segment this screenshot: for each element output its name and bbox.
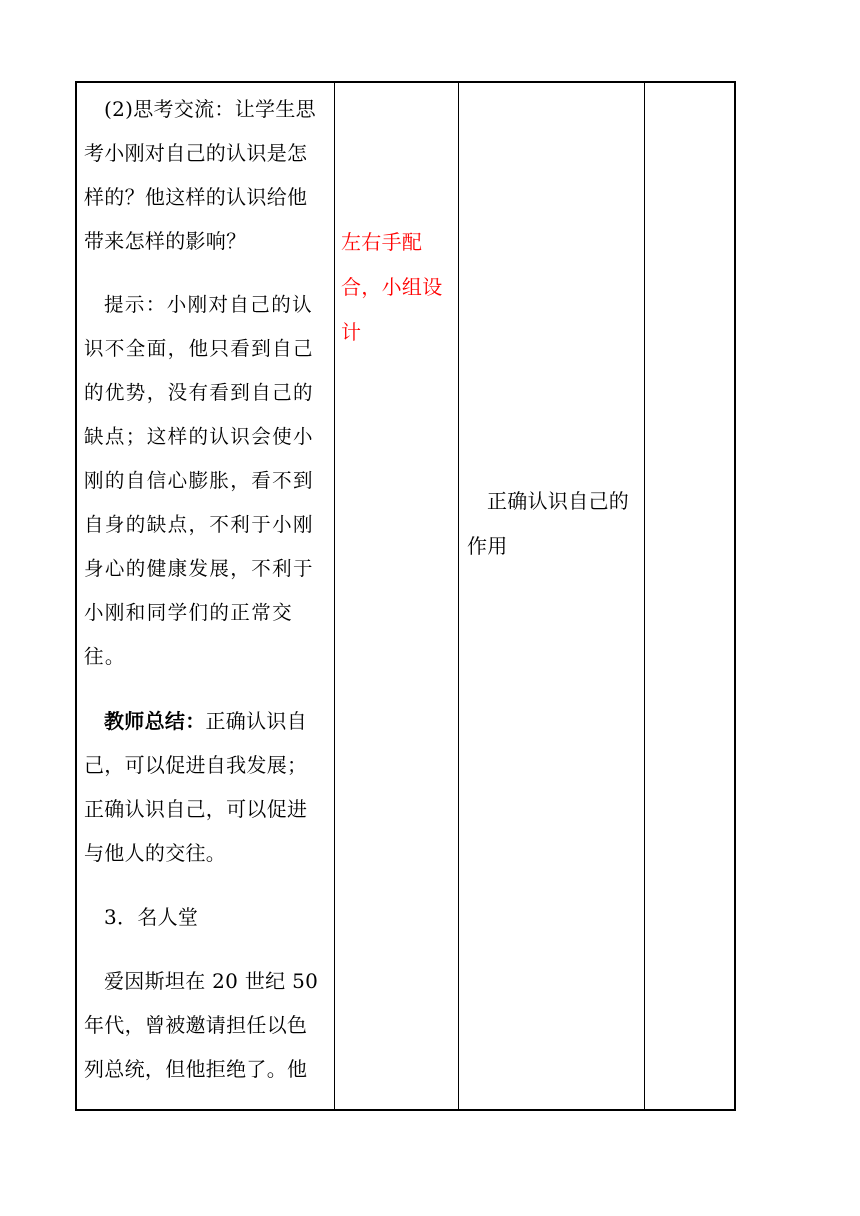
- summary-text: 正确认识自: [205, 709, 307, 733]
- teaching-process-cell: [84, 87, 329, 1091]
- student-activity-cell: [341, 220, 461, 355]
- summary-label: 教师总结：: [104, 709, 206, 733]
- column-divider: [334, 83, 335, 1109]
- text-line: 往。: [84, 645, 126, 668]
- text-line: 身心的健康发展，不利于: [84, 557, 314, 580]
- text-line: (2)思考交流：让学生思: [104, 97, 316, 121]
- text-line: 左右手配: [341, 230, 423, 254]
- text-line: [84, 699, 329, 743]
- text-line: 考小刚对自己的认识是怎: [84, 141, 308, 165]
- text-line: 正确认识自己，可以促进: [84, 797, 308, 821]
- text-line: 提示：小刚对自己的认: [104, 293, 314, 316]
- text-line: 计: [341, 320, 362, 344]
- thinking-exchange-paragraph: [84, 87, 329, 263]
- text-line: 年代，曾被邀请担任以色: [84, 1013, 308, 1037]
- text-line: 小刚和同学们的正常交: [84, 601, 294, 624]
- column-divider: [644, 83, 645, 1109]
- teacher-summary-paragraph: [84, 699, 329, 875]
- text-line: 自身的缺点，不利于小刚: [84, 513, 314, 536]
- text-line: 识不全面，他只看到自己: [84, 337, 314, 360]
- text-line: 作用: [467, 534, 508, 558]
- text-line: 合，小组设: [341, 275, 443, 299]
- section-heading: 3．名人堂: [104, 905, 199, 929]
- text-line: 带来怎样的影响？: [84, 229, 247, 253]
- text-line: 爱因斯坦在 20 世纪 50: [104, 969, 319, 993]
- text-line: 刚的自信心膨胀，看不到: [84, 469, 314, 492]
- hint-paragraph: [84, 283, 329, 679]
- text-line: 正确认识自己的: [487, 489, 630, 513]
- text-line: 的优势，没有看到自己的: [84, 381, 314, 404]
- design-intent-cell: [467, 479, 642, 569]
- einstein-paragraph: [84, 959, 329, 1091]
- text-line: 样的？他这样的认识给他: [84, 185, 308, 209]
- text-line: 缺点；这样的认识会使小: [84, 425, 314, 448]
- text-line: 己，可以促进自我发展；: [84, 753, 308, 777]
- text-line: 列总统，但他拒绝了。他: [84, 1057, 308, 1081]
- lesson-table: [75, 81, 736, 1111]
- text-line: 与他人的交往。: [84, 841, 227, 865]
